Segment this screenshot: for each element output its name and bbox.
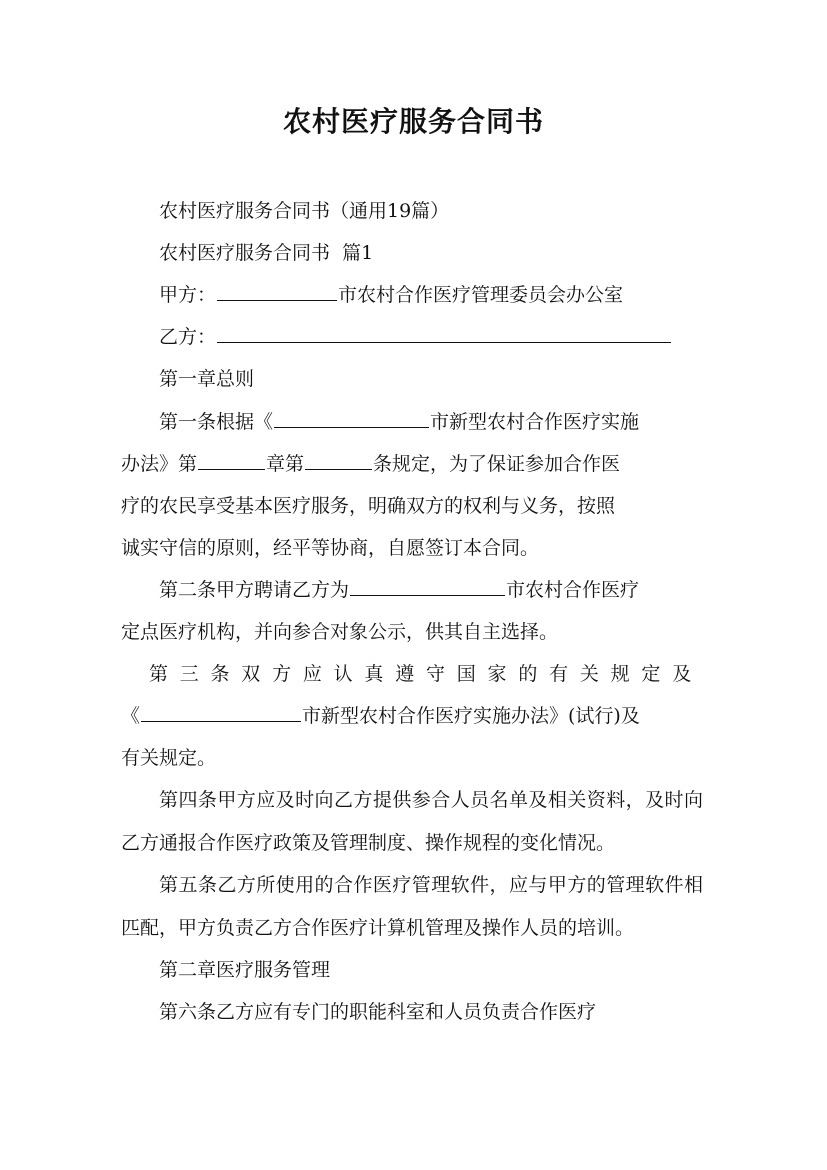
article-3-text-c: 市新型农村合作医疗实施办法》(试行)及: [302, 705, 640, 727]
article-2-line-2: [121, 611, 703, 653]
document-body: [121, 190, 703, 1034]
article-2-text-b: 市农村合作医疗: [506, 579, 640, 601]
article-6: 第六条乙方应有专门的职能科室和人员负责合作医疗: [159, 1001, 597, 1023]
article-5: 第五条乙方所使用的合作医疗管理软件，应与甲方的管理软件相匹配，甲方负责乙方合作医疗计算机管理及操作人员的培训。: [121, 874, 703, 939]
article-1-line-3: [121, 485, 703, 527]
chapter1-line: [121, 358, 703, 400]
party-b-blank: [217, 325, 671, 343]
article-3-text-a: 第三条双方应认真遵守国家的有关规定及: [148, 663, 703, 685]
document-title: 农村医疗服务合同书: [282, 105, 544, 138]
article-3-line-3: [121, 737, 703, 779]
article-3-text-d: 有关规定。: [121, 747, 217, 769]
article-1-blank-3: [305, 452, 372, 470]
article-2-text-c: 定点医疗机构，并向参合对象公示，供其自主选择。: [121, 621, 559, 643]
article-2-line-1: [121, 569, 703, 611]
article-1-line-2: [121, 443, 703, 485]
party-a-label: 甲方：: [159, 284, 217, 306]
article-1-text-g: 诚实守信的原则，经平等协商，自愿签订本合同。: [121, 537, 540, 559]
subtitle: 农村医疗服务合同书（通用19篇）: [159, 200, 450, 222]
article-1-blank-1: [274, 410, 429, 428]
party-a-line: [121, 274, 703, 316]
chapter2-line: [121, 949, 703, 991]
article-2-text-a: 第二条甲方聘请乙方为: [159, 579, 350, 601]
party-a-suffix: 市农村合作医疗管理委员会办公室: [338, 284, 624, 306]
article-1-text-e: 条规定，为了保证参加合作医: [373, 453, 621, 475]
article-1: [121, 401, 703, 569]
article-2: [121, 569, 703, 653]
article-3-line-2: [121, 695, 703, 737]
article-3-text-b: 《: [121, 705, 141, 727]
article-2-blank: [350, 578, 505, 596]
party-b-line: [121, 316, 703, 358]
article-3-blank: [141, 704, 301, 722]
article-1-line-1: [121, 401, 703, 443]
chapter1-heading: 第一章总则: [159, 368, 255, 390]
article-3-line-1: [121, 653, 703, 695]
article-1-blank-2: [198, 452, 265, 470]
party-a-blank: [217, 283, 337, 301]
article-1-text-f: 疗的农民享受基本医疗服务，明确双方的权利与义务，按照: [121, 495, 616, 517]
subtitle-line: [121, 190, 703, 232]
section-heading: 农村医疗服务合同书 篇1: [159, 242, 374, 264]
article-1-text-b: 市新型农村合作医疗实施: [430, 411, 640, 433]
article-1-text-c: 办法》第: [121, 453, 198, 475]
article-3: [121, 653, 703, 779]
article-4: 第四条甲方应及时向乙方提供参合人员名单及相关资料，及时向乙方通报合作医疗政策及管理制度、操作规程的变化情况。: [121, 789, 703, 854]
article-1-line-4: [121, 527, 703, 569]
party-b-label: 乙方：: [159, 326, 217, 348]
article-1-text-a: 第一条根据《: [159, 411, 274, 433]
article-1-text-d: 章第: [266, 453, 305, 475]
section-heading-line: [121, 232, 703, 274]
chapter2-heading: 第二章医疗服务管理: [159, 959, 331, 981]
